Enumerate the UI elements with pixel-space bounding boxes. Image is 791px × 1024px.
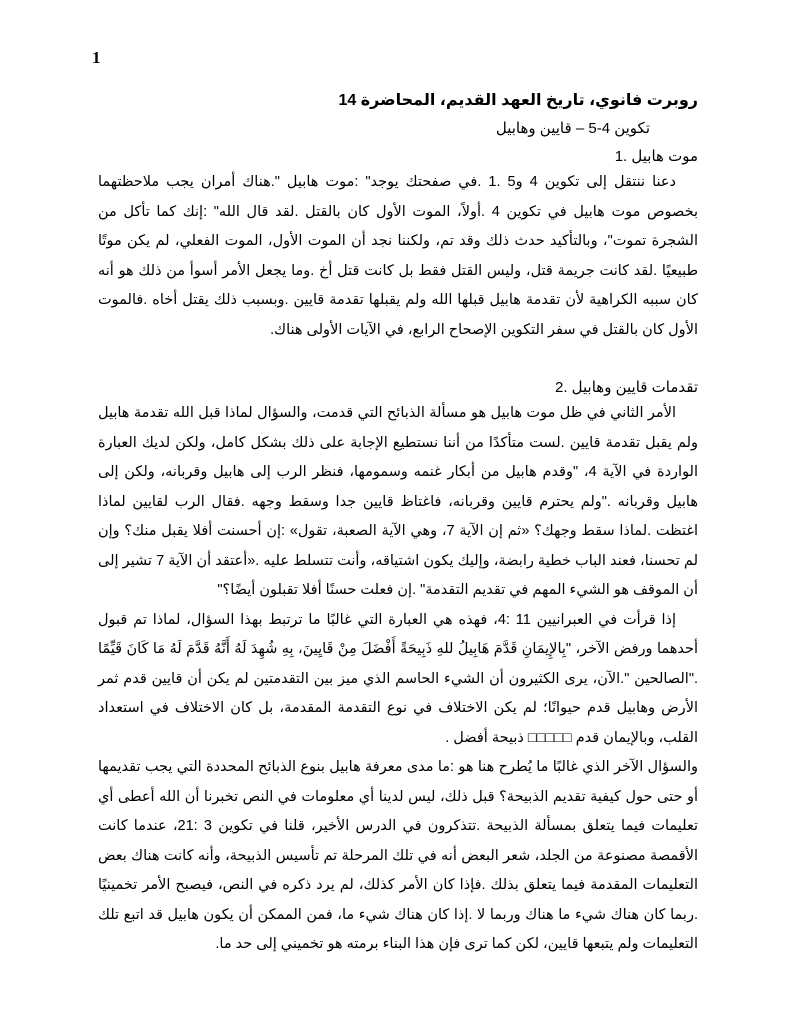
document-body xyxy=(98,90,698,960)
paragraph: الأمر الثاني في ظل موت هابيل هو مسألة الذبائح التي قدمت، والسؤال لماذا قبل الله تقدمة هابيل ولم يقبل تقدمة قايين .لست متأكدًا من أننا نستطيع الإجابة على ذلك بشكل كامل، ولكن لديك العبارة الواردة في الآية 4، "وقدم هابيل من أبكار غنمه وسمومها، فنظر الرب إلى هابيل وقربانه، ولكن إلى هابيل وقربانه ."ولم يحترم قايين وقربانه، فاغتاظ قايين جدا وسقط وجهه .فقال الرب لقايين لماذا اغتظت .لماذا سقط وجهك؟ «ثم إن الآية 7، وهي الآية الصعبة، تقول» :إن أحسنت أفلا يقبل منك؟ وإن لم تحسنا، فعند الباب خطية رابضة، وإليك يكون اشتياقه، وأنت تتسلط عليه .«أعتقد أن الآية 7 تشير إلى أن الموقف هو الشيء المهم في تقديم التقدمة" .إن فعلت حسنًا أفلا تقبلون أيضًا؟" xyxy=(98,405,699,598)
page-number: 1 xyxy=(92,48,101,67)
section-heading-2: تقدمات قايين وهابيل .2 xyxy=(554,379,698,396)
paragraph: دعنا ننتقل إلى تكوين 4 و5 .1 .في صفحتك يوجد" :موت هابيل ".هناك أمران يجب ملاحظتهما بخصوص موت هابيل في تكوين 4 .أولاً، الموت الأول كان بالقتل .لقد قال الله" :إنك كما تأكل من الشجرة تموت"، وبالتأكيد حدث ذلك وقد تم، ولكننا نجد أن الموت الأول، الموت الفعلي، لم يكن موتًا طبيعيًا .لقد كانت جريمة قتل، وليس القتل فقط بل كانت قتل أخ .وما يجعل الأمر أسوأ من ذلك هو أنه كان سببه الكراهية لأن تقدمة هابيل قبلها الله ولم يقبلها تقدمة قايين .وبسبب ذلك يقتل أخاه .فالموت الأول كان بالقتل في سفر التكوين الإصحاح الرابع، في الآيات الأولى هناك. xyxy=(98,174,699,338)
spacer xyxy=(98,345,698,371)
paragraph: والسؤال الآخر الذي غالبًا ما يُطرح هنا هو :ما مدى معرفة هابيل بنوع الذبائح المحددة التي يجب تقديمها أو حتى حول كيفية تقديم الذبيحة؟ قبل ذلك، ليس لدينا أي معلومات في النص تخبرنا أن الله أعطى أي تعليمات فيما يتعلق بمسألة الذبيحة .تتذكرون في الدرس الأخير، قلنا في تكوين 3 :21، عندما كانت الأقمصة مصنوعة من الجلد، شعر البعض أنه في تلك المرحلة تم تأسيس الذبيحة، وأنه كانت هناك بعض التعليمات المقدمة فيما يتعلق بذلك .فإذا كان الأمر كذلك، لم يرد ذكره في النص، فيصبح الأمر تخمينيًا .ربما كان هناك شيء ما هناك وربما لا .إذا كان هناك شيء ما، فمن الممكن أن يكون هابيل قد اتبع تلك التعليمات ولم يتبعها قايين، لكن كما ترى فإن هذا البناء برمته هو تخميني إلى حد ما. xyxy=(98,759,699,952)
section-heading-1: موت هابيل .1 xyxy=(614,148,698,165)
paragraph: إذا قرأت في العبرانيين 11 :4، فهذه هي العبارة التي غالبًا ما ترتبط بهذا السؤال، لماذا تم قبول أحدهما ورفض الآخر، "بِالإِيمَانِ قَدَّمَ هَابِيلُ للهِ ذَبِيحَةً أَفْضَلَ مِنْ قَايِينَ، بِهِ شُهِدَ لَهُ أَنَّهُ قَدَّمَ لَهُ مَا كَانَ قَيِّمًا ."الصالحين ".الآن، يرى الكثيرون أن الشيء الحاسم الذي ميز بين التقدمتين لم يكن أن قايين قدم ثمر الأرض وهابيل قدم حيوانًا؛ لم يكن الاختلاف في نوع التقدمة المقدمة، بل كان الاختلاف في استعداد القلب، وبالإيمان قدم □□□□□ ذبيحة أفضل . xyxy=(98,611,698,746)
document-title: روبرت فانوي، تاريخ العهد القديم، المحاضرة 14 xyxy=(338,92,698,109)
document-subtitle: تكوين 4-5 – قايين وهابيل xyxy=(495,120,650,137)
